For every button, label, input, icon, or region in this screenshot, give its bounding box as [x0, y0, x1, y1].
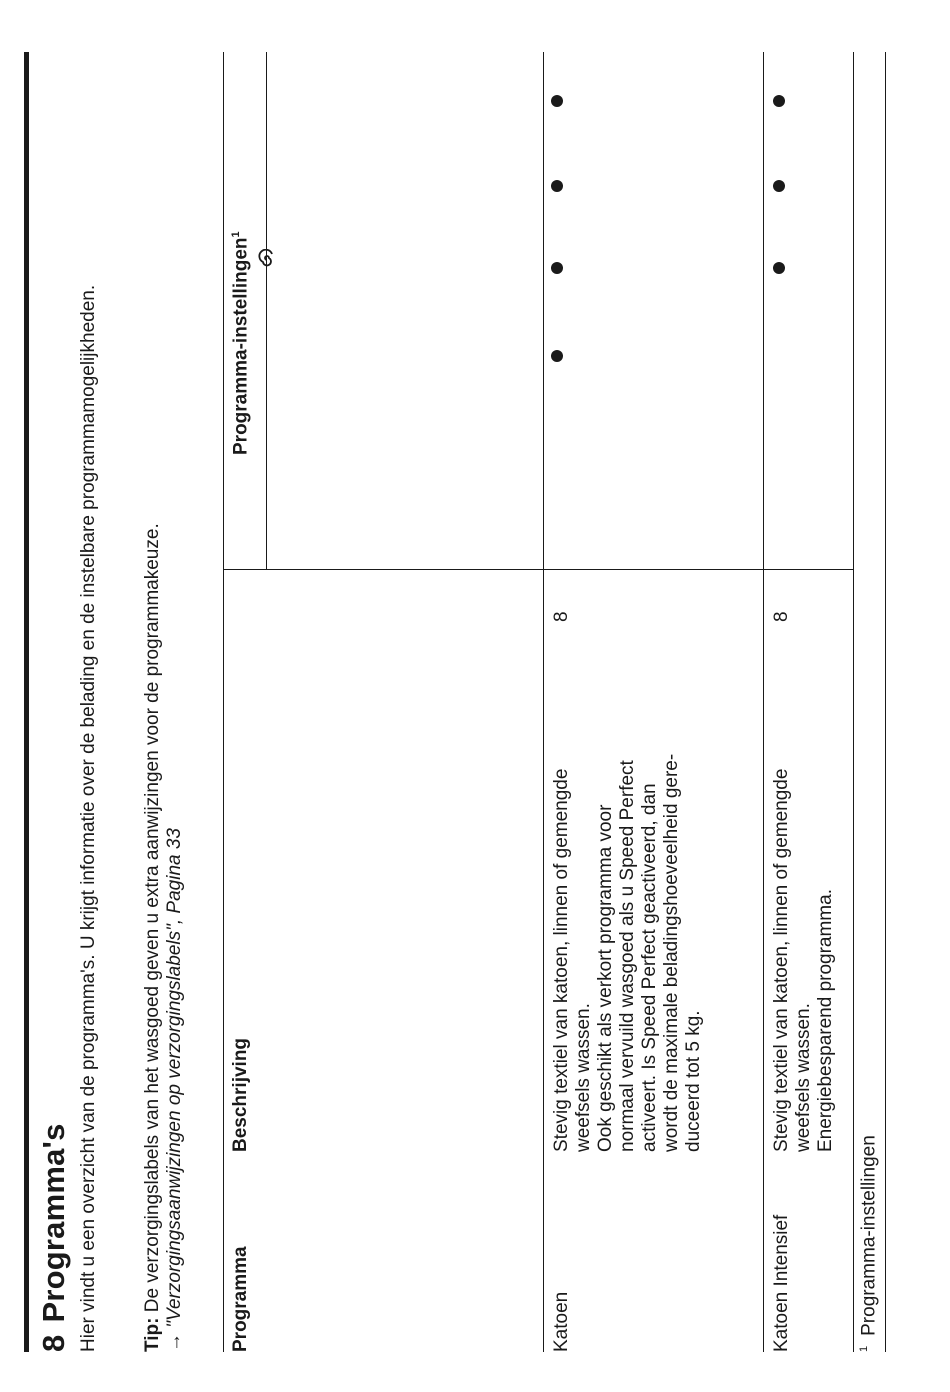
tip-block: [142, 52, 186, 1352]
table-header-rule: [543, 52, 544, 1352]
setting-dot: [773, 95, 785, 107]
footnote-text: Programma-instellingen: [858, 1135, 880, 1336]
page-title: [36, 1123, 72, 1352]
setting-dot: [551, 180, 563, 192]
chapter-number: 8: [36, 1334, 71, 1352]
footnote-rule: [885, 52, 886, 1352]
setting-dot: [551, 262, 563, 274]
header-instellingen-label: Programma-instellingen: [230, 237, 252, 455]
setting-dot: [773, 262, 785, 274]
setting-dot: [773, 180, 785, 192]
row-programma: Katoen Intensief: [771, 1214, 792, 1352]
footnote-mark: 1: [858, 1345, 870, 1352]
setting-dot: [551, 95, 563, 107]
header-programma: Programma: [230, 1246, 251, 1352]
wash-spiral-icon: [256, 249, 278, 277]
row-max-load: 8: [771, 611, 792, 622]
tip-page-ref[interactable]: , Pagina 33: [164, 828, 185, 925]
settings-subheader-rule: [266, 52, 267, 570]
row-beschrijving: Stevig textiel van katoen, linnen of gemengde weefsels wassen. Energiebesparend programma.: [771, 768, 836, 1152]
settings-column-rule: [223, 569, 853, 570]
tip-reference-link[interactable]: "Verzorgingsaanwijzingen op verzorgingslabels": [164, 924, 185, 1328]
row-beschrijving: Stevig textiel van katoen, linnen of gemengde weefsels wassen. Ook geschikt als verkort programma voor normaal vervuild wasgoed als u Speed Perfect activeert. Is Speed Perfect geactiveerd, dan wordt de maximale beladingshoeveelheid gereduceerd tot 5 kg.: [551, 753, 704, 1152]
header-programma-instellingen: [230, 231, 252, 455]
header-footnote-mark: 1: [230, 231, 242, 238]
table-row-rule: [763, 52, 764, 1352]
heading-bar: [24, 52, 29, 1352]
row-programma: Katoen: [551, 1291, 572, 1352]
chapter-title: Programma's: [36, 1123, 71, 1323]
arrow-icon: →: [164, 1333, 185, 1352]
tip-text: De verzorgingslabels van het wasgoed geven u extra aanwijzingen voor de programmakeuze.: [142, 523, 163, 1313]
intro-text: Hier vindt u een overzicht van de programma's. U krijgt informatie over de belading en de instelbare programmamogelijkheden.: [78, 284, 99, 1352]
row-max-load: 8: [551, 611, 572, 622]
setting-dot: [551, 350, 563, 362]
tip-label: Tip:: [142, 1317, 163, 1352]
table-top-rule: [223, 52, 224, 1352]
header-beschrijving: Beschrijving: [230, 1037, 251, 1152]
table-bottom-rule: [853, 52, 854, 1352]
footnote: [858, 1135, 880, 1352]
